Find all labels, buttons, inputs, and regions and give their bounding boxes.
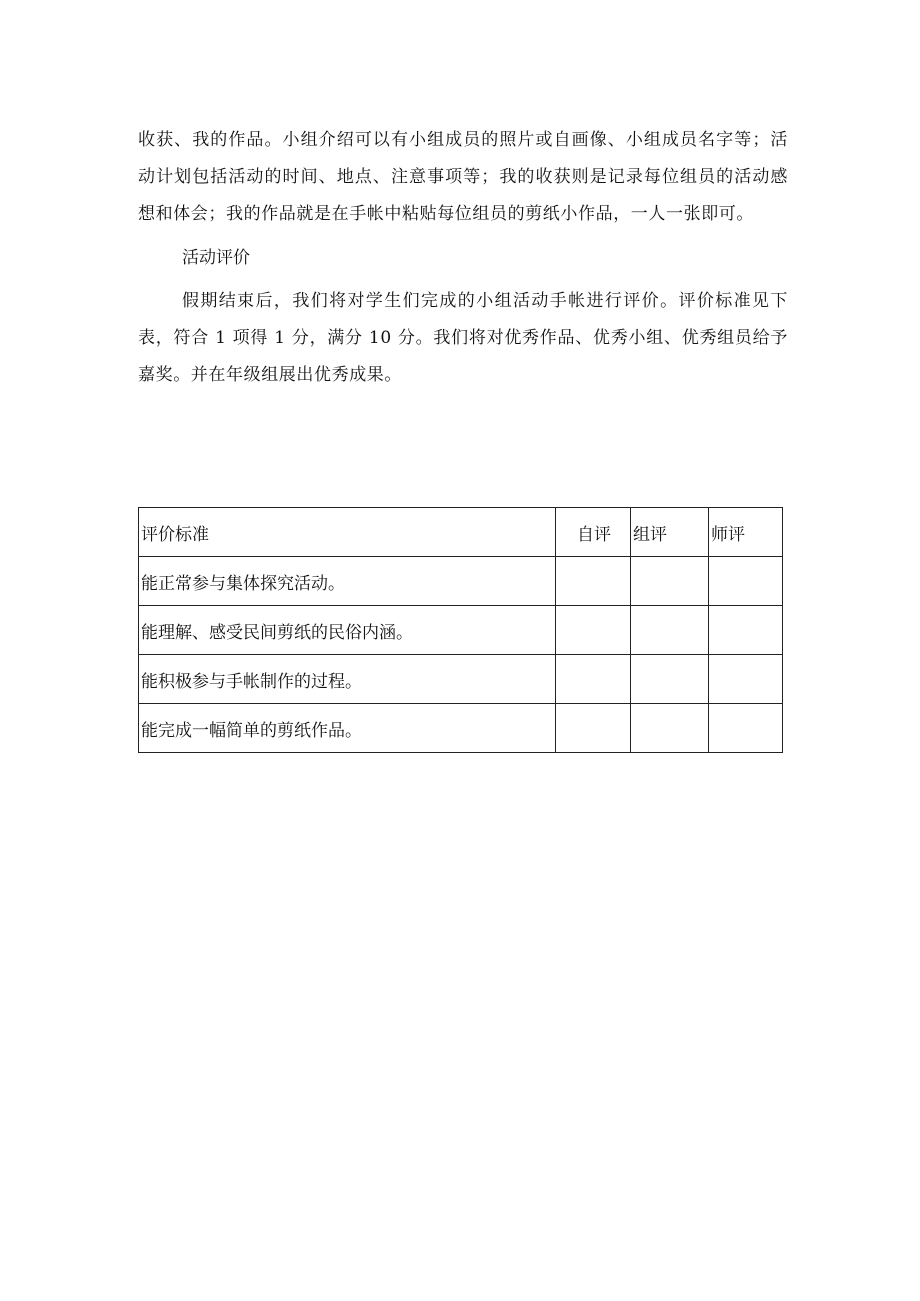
criterion-cell: 能正常参与集体探究活动。: [139, 557, 556, 606]
group-eval-cell: [631, 655, 709, 704]
document-page: [138, 122, 788, 394]
group-eval-cell: [631, 557, 709, 606]
criterion-cell: 能积极参与手帐制作的过程。: [139, 655, 556, 704]
group-eval-cell: [631, 606, 709, 655]
teacher-eval-cell: [709, 655, 783, 704]
body-paragraph: 收获、我的作品。小组介绍可以有小组成员的照片或自画像、小组成员名字等；活动计划包括活动的时间、地点、注意事项等；我的收获则是记录每位组员的活动感想和体会；我的作品就是在手帐中粘贴每位组员的剪纸小作品，一人一张即可。: [138, 130, 788, 224]
table-row: [139, 704, 783, 753]
self-eval-cell: [556, 606, 631, 655]
table-row: [139, 606, 783, 655]
header-criteria: 评价标准: [139, 508, 556, 557]
criterion-cell: 能理解、感受民间剪纸的民俗内涵。: [139, 606, 556, 655]
teacher-eval-cell: [709, 557, 783, 606]
teacher-eval-cell: [709, 606, 783, 655]
header-group-eval: 组评: [631, 508, 709, 557]
table-row: [139, 557, 783, 606]
group-eval-cell: [631, 704, 709, 753]
table-row: [139, 655, 783, 704]
self-eval-cell: [556, 655, 631, 704]
self-eval-cell: [556, 704, 631, 753]
criterion-cell: 能完成一幅简单的剪纸作品。: [139, 704, 556, 753]
header-teacher-eval: 师评: [709, 508, 783, 557]
section-heading: 活动评价: [182, 248, 250, 269]
body-paragraph: 假期结束后，我们将对学生们完成的小组活动手帐进行评价。评价标准见下表，符合 1 项得 1 分，满分 10 分。我们将对优秀作品、优秀小组、优秀组员给予嘉奖。并在年级组展出优秀成果。: [138, 291, 788, 385]
evaluation-table: [138, 507, 783, 753]
table-header-row: [139, 508, 783, 557]
teacher-eval-cell: [709, 704, 783, 753]
self-eval-cell: [556, 557, 631, 606]
header-self-eval: 自评: [556, 508, 631, 557]
